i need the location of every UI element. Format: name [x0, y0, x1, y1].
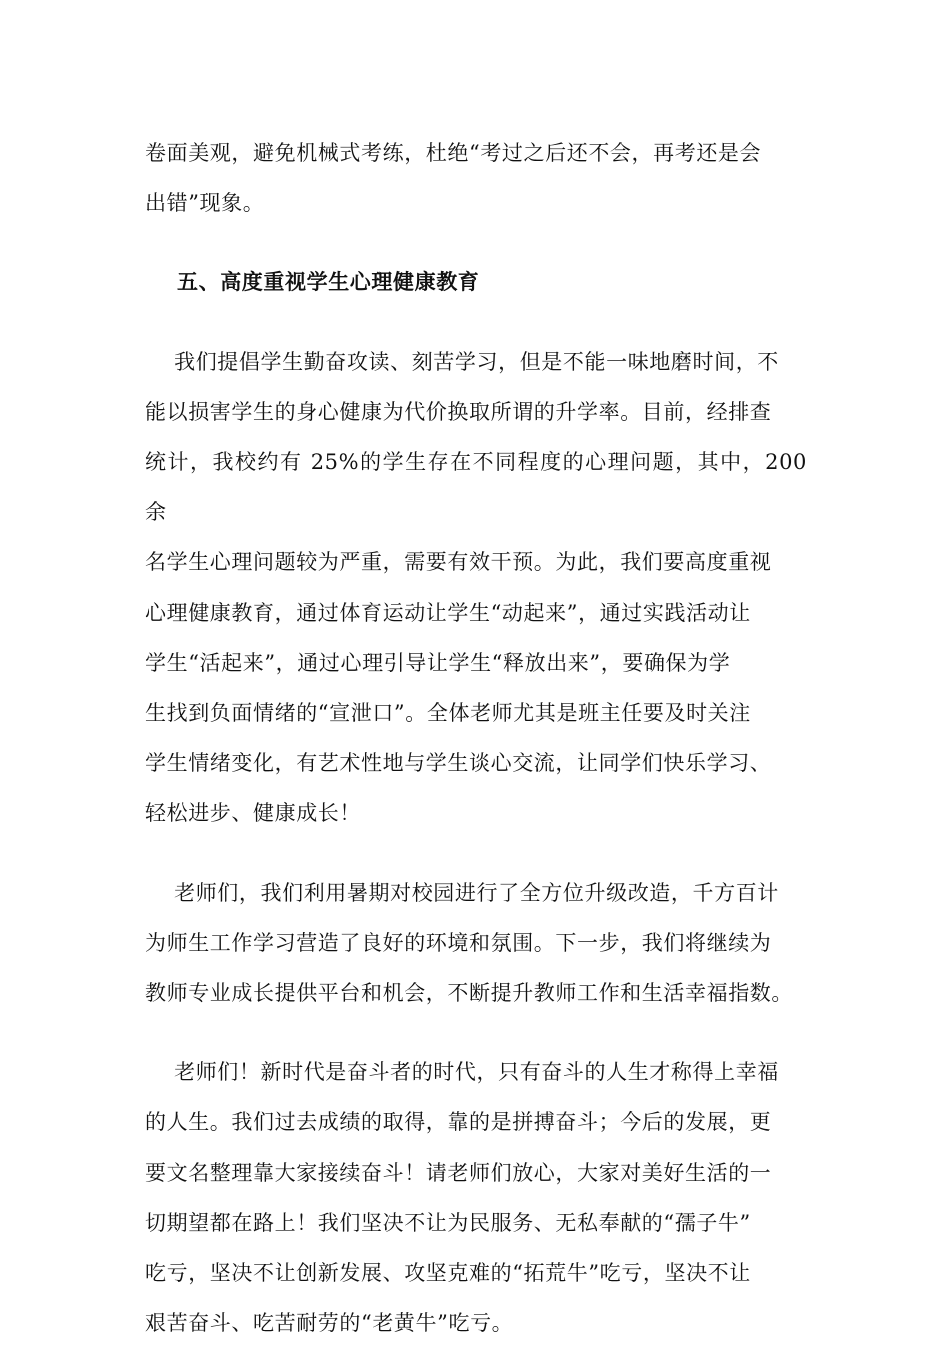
- paragraph-gap: [145, 1018, 807, 1047]
- paragraph-campus-upgrade: 老师们，我们利用暑期对校园进行了全方位升级改造，千方百计 为师生工作学习营造了良好的环境和氛围。下一步，我们将继续为 教师专业成长提供平台和机会，不断提升教师工作和生活幸福指数。: [145, 880, 793, 1006]
- paragraph-gap: [145, 228, 807, 257]
- section-heading-mental-health: 五、高度重视学生心理健康教育: [177, 270, 480, 295]
- paragraph-mental-health: 我们提倡学生勤奋攻读、刻苦学习，但是不能一味地磨时间，不 能以损害学生的身心健康为代价换取所谓的升学率。目前，经排查 统计，我校约有 25%的学生存在不同程度的心理问题，其中，200 余 名学生心理问题较为严重，需要有效干预。为此，我们要高度重视 心理健康教育，通过体育运动让学生“动起来”，通过实践活动让 学生“活起来”，通过心理引导让学生“释放出来”，要确保为学 生找到负面情绪的“宣泄口”。全体老师尤其是班主任要及时关注 学生情绪变化，有艺术性地与学生谈心交流，让同学们快乐学习、 轻松进步、健康成长！: [145, 349, 807, 826]
- document-body: [145, 128, 807, 1348]
- paragraph-new-era: 老师们！新时代是奋斗者的时代，只有奋斗的人生才称得上幸福 的人生。我们过去成绩的取得，靠的是拼搏奋斗；今后的发展，更 要文名整理靠大家接续奋斗！请老师们放心，大家对美好生活的一 切期望都在路上！我们坚决不让为民服务、无私奉献的“孺子牛” 吃亏，坚决不让创新发展、攻坚克难的“拓荒牛”吃亏，坚决不让 艰苦奋斗、吃苦耐劳的“老黄牛”吃亏。: [145, 1060, 779, 1336]
- paragraph-exam-quality: 卷面美观，避免机械式考练，杜绝“考过之后还不会，再考还是会 出错”现象。: [145, 141, 762, 216]
- paragraph-gap: [145, 839, 807, 868]
- paragraph-gap: [145, 308, 807, 337]
